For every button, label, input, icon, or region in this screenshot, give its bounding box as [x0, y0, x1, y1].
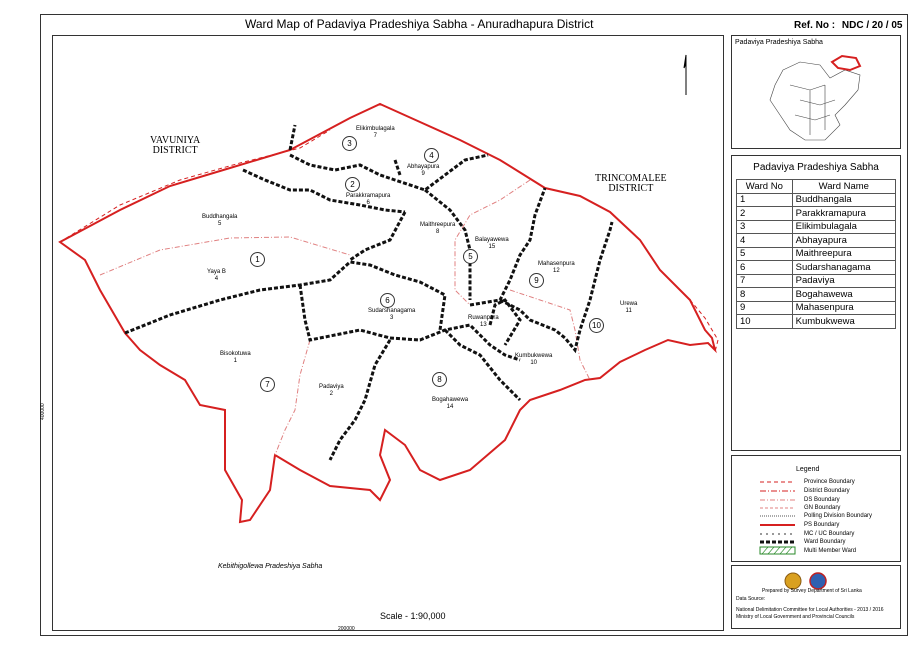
ward-name-cell: Kumbukwewa — [792, 315, 895, 329]
inset-title: Padaviya Pradeshiya Sabha — [735, 39, 823, 46]
coordinate-y-label: 400000 — [40, 403, 46, 420]
ward-no-cell: 9 — [737, 301, 793, 315]
scale-label: Scale - 1:90,000 — [380, 611, 446, 621]
gn-label-parakkramapura: Parakkramapura 6 — [346, 193, 391, 206]
ward-no-cell: 1 — [737, 193, 793, 207]
gn-label-urewa: Urewa 11 — [620, 301, 638, 314]
ward-no-cell: 7 — [737, 274, 793, 288]
table-row — [737, 315, 896, 329]
table-row — [737, 274, 896, 288]
gn-label-kumbukwewa: Kumbukwewa 10 — [515, 353, 553, 366]
district-label-vavuniya: VAVUNIYA DISTRICT — [150, 135, 201, 156]
col-header-ward-no: Ward No — [737, 180, 793, 194]
ward-no-cell: 5 — [737, 247, 793, 261]
legend-item-multi-member: Multi Member Ward — [804, 548, 857, 554]
gn-label-mahasenpura: Mahasenpura 12 — [538, 261, 575, 274]
legend-item-ps: PS Boundary — [804, 522, 840, 528]
ward-no-cell: 8 — [737, 288, 793, 302]
legend-item-ward: Ward Boundary — [804, 539, 846, 545]
credits-panel — [731, 565, 901, 629]
prepared-by: Prepared by Survey Department of Sri Lanka — [762, 588, 862, 594]
ward-name-cell: Mahasenpura — [792, 301, 895, 315]
legend-item-mc-uc: MC / UC Boundary — [804, 531, 855, 537]
data-source-2: Ministry of Local Government and Provincial Councils — [736, 614, 855, 620]
legend-title: Legend — [796, 466, 820, 473]
north-arrow — [684, 55, 686, 95]
legend-panel — [731, 455, 901, 562]
ward-table — [736, 179, 896, 329]
ward-no-cell: 2 — [737, 207, 793, 221]
ward-number-10[interactable]: 10 — [589, 318, 604, 333]
ward-no-cell: 6 — [737, 261, 793, 275]
ref-label: Ref. No : — [794, 20, 836, 31]
gn-label-sudarshanagama: Sudarshanagama 3 — [368, 308, 416, 321]
col-header-ward-name: Ward Name — [792, 180, 895, 194]
ward-number-3[interactable]: 3 — [342, 136, 357, 151]
inset-panel — [731, 35, 901, 149]
table-row — [737, 193, 896, 207]
table-row — [737, 288, 896, 302]
table-row — [737, 261, 896, 275]
legend-item-ds: DS Boundary — [804, 497, 840, 503]
data-source-1: National Delimitation Committee for Local Authorities - 2013 / 2016 — [736, 607, 884, 613]
ward-number-4[interactable]: 4 — [424, 148, 439, 163]
legend-item-province: Province Boundary — [804, 479, 855, 485]
ward-number-8[interactable]: 8 — [432, 372, 447, 387]
gn-label-maithreepura: Maithreepura 8 — [420, 222, 456, 235]
legend-item-district: District Boundary — [804, 488, 850, 494]
data-source-label: Data Source: — [736, 596, 766, 602]
table-row — [737, 234, 896, 248]
table-row — [737, 207, 896, 221]
gn-label-buddhangala: Buddhangala 5 — [202, 214, 238, 227]
ward-name-cell: Parakkramapura — [792, 207, 895, 221]
gn-label-bogahawewa: Bogahawewa 14 — [432, 397, 469, 410]
gn-label-padaviya: Padaviya 2 — [319, 384, 344, 397]
ward-number-6[interactable]: 6 — [380, 293, 395, 308]
ward-no-cell: 4 — [737, 234, 793, 248]
gn-boundaries — [100, 180, 590, 455]
gn-label-balayawewa: Balayawewa 15 — [475, 237, 509, 250]
ward-number-2[interactable]: 2 — [345, 177, 360, 192]
ward-name-cell: Maithreepura — [792, 247, 895, 261]
ward-name-cell: Elikimbulagala — [792, 220, 895, 234]
ward-table-panel — [731, 155, 901, 451]
ward-number-9[interactable]: 9 — [529, 273, 544, 288]
ward-number-1[interactable]: 1 — [250, 252, 265, 267]
ward-no-cell: 3 — [737, 220, 793, 234]
ward-number-5[interactable]: 5 — [463, 249, 478, 264]
ward-name-cell: Abhayapura — [792, 234, 895, 248]
ward-name-cell: Padaviya — [792, 274, 895, 288]
ward-no-cell: 10 — [737, 315, 793, 329]
coordinate-x-label: 200000 — [338, 626, 355, 632]
gn-label-yaya: Yaya B 4 — [207, 269, 226, 282]
ward-table-heading: Padaviya Pradeshiya Sabha — [753, 162, 879, 173]
ward-name-cell: Sudarshanagama — [792, 261, 895, 275]
ref-value: NDC / 20 / 05 — [841, 20, 903, 31]
gn-label-abhayapura: Abhayapura 9 — [407, 164, 440, 177]
gn-label-ruwanpura: Ruwanpura 13 — [468, 315, 499, 328]
table-row — [737, 247, 896, 261]
ward-name-cell: Bogahawewa — [792, 288, 895, 302]
ward-number-7[interactable]: 7 — [260, 377, 275, 392]
table-row — [737, 220, 896, 234]
district-label-trincomalee: TRINCOMALEE DISTRICT — [595, 173, 667, 194]
ward-name-cell: Buddhangala — [792, 193, 895, 207]
legend-item-polling: Polling Division Boundary — [804, 513, 873, 519]
map-title: Ward Map of Padaviya Pradeshiya Sabha - Anuradhapura District — [245, 17, 594, 31]
table-row — [737, 301, 896, 315]
gn-label-bisokotuwa: Bisokotuwa 1 — [220, 351, 251, 364]
gn-label-elikimbulagala: Elikimbulagala 7 — [356, 126, 395, 139]
neighbour-ps-label: Kebithigollewa Pradeshiya Sabha — [218, 563, 323, 570]
legend-item-gn: GN Boundary — [804, 505, 841, 511]
